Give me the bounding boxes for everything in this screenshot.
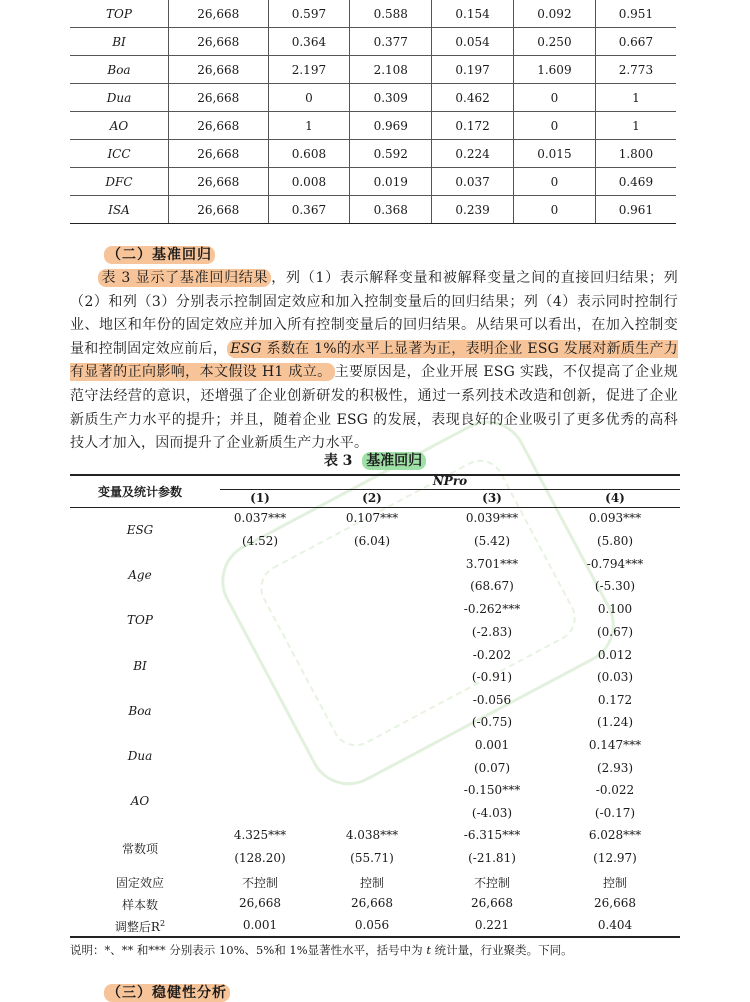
row-variable: ISA xyxy=(70,196,169,224)
table-cell: 0.608 xyxy=(268,140,350,168)
row-variable: BI xyxy=(70,28,169,56)
section-heading-robustness: （三）稳健性分析 xyxy=(104,982,230,1002)
table-note: 说明：*、** 和*** 分别表示 10%、5%和 1%显著性水平，括号中为 t 统计量，行业聚类。下同。 xyxy=(70,943,573,957)
table-cell: 0.019 xyxy=(350,168,432,196)
table-cell: 26,668 xyxy=(169,56,269,84)
row-label-esg: ESG xyxy=(126,523,154,537)
row-label-dua: Dua xyxy=(127,749,153,763)
table-row xyxy=(70,112,676,140)
row-label-bi: BI xyxy=(133,659,147,673)
row-label-fixed-effects: 固定效应 xyxy=(115,876,164,890)
row-variable: AO xyxy=(70,112,169,140)
table-cell: 0.197 xyxy=(432,56,514,84)
table-cell: 1.800 xyxy=(595,140,676,168)
table-cell: 0 xyxy=(513,112,595,140)
highlight-table3-result: 表 3 显示了基准回归结果 xyxy=(98,269,271,287)
table-cell: 0.951 xyxy=(595,0,676,28)
table-cell: 0.469 xyxy=(595,168,676,196)
baseline-paragraph: 表 3 显示了基准回归结果 ，列（1）表示解释变量和被解释变量之间的直接回归结果；列（2）和列（3）分别表示控制固定效应和加入控制变量后的回归结果；列（4）表示同时控制行业、地区和年份的固定效应并加入所有控制变量后的回归结果。从结果可以看出，在加入控制变量和控制固定效应前后， ESG 系数在 1%的水平上显著为正，表明企业 ESG 发展对新质生产力有显著的正向影响，本文假设 H1 成立。 主要原因是，企业开展 ESG 实践，不仅提高了企业规范守法经营的意识，还增强了企业创新研发的积极性，通过一系列技术改造和创新，促进了企业新质生产力水平的提升；并且，随着企业 ESG 的发展，表现良好的企业吸引了更多优秀的高科技人才加入，因而提升了企业新质生产力水平。 xyxy=(70,270,679,452)
row-label-adj-r2: 调整后$R^2$ xyxy=(114,919,166,934)
row-variable: Boa xyxy=(70,56,169,84)
table-cell: 0 xyxy=(513,196,595,224)
dependent-variable: NPro xyxy=(432,474,468,488)
stub-header: 变量及统计参数 xyxy=(97,485,182,499)
table-cell: 1 xyxy=(268,112,350,140)
table-row xyxy=(70,196,676,224)
table-cell: 0.969 xyxy=(350,112,432,140)
table-cell: 26,668 xyxy=(169,112,269,140)
table-cell: 26,668 xyxy=(169,196,269,224)
table-cell: 26,668 xyxy=(169,28,269,56)
table-row xyxy=(70,28,676,56)
table-cell: 0.368 xyxy=(350,196,432,224)
row-label-sample-size: 样本数 xyxy=(121,898,158,912)
table-row xyxy=(70,168,676,196)
table-row xyxy=(70,0,676,28)
descriptive-stats-table xyxy=(70,0,676,224)
table-cell: 26,668 xyxy=(169,168,269,196)
row-label-boa: Boa xyxy=(128,704,152,718)
table-cell: 2.197 xyxy=(268,56,350,84)
table-cell: 0.092 xyxy=(513,0,595,28)
table-cell: 0.597 xyxy=(268,0,350,28)
table-cell: 0.309 xyxy=(350,84,432,112)
row-variable: Dua xyxy=(70,84,169,112)
table-row xyxy=(70,84,676,112)
table-cell: 0 xyxy=(268,84,350,112)
table-cell: 26,668 xyxy=(169,140,269,168)
table-cell: 0.015 xyxy=(513,140,595,168)
table-cell: 1 xyxy=(595,112,676,140)
row-variable: DFC xyxy=(70,168,169,196)
table-cell: 0.364 xyxy=(268,28,350,56)
table-cell: 1 xyxy=(595,84,676,112)
table-cell: 0 xyxy=(513,84,595,112)
table-row xyxy=(70,140,676,168)
table-cell: 0.239 xyxy=(432,196,514,224)
table-cell: 0.367 xyxy=(268,196,350,224)
table-cell: 2.773 xyxy=(595,56,676,84)
row-label-top: TOP xyxy=(127,613,153,627)
table-cell: 1.609 xyxy=(513,56,595,84)
row-label-ao: AO xyxy=(130,794,150,808)
table-cell: 0.667 xyxy=(595,28,676,56)
table-cell: 0 xyxy=(513,168,595,196)
table-cell: 0.377 xyxy=(350,28,432,56)
table-cell: 0.592 xyxy=(350,140,432,168)
table-cell: 0.462 xyxy=(432,84,514,112)
table-cell: 0.224 xyxy=(432,140,514,168)
highlight-esg-coefficient: ESG 系数在 1%的水平上显著为正，表明企业 ESG 发展对新质生产力有显著的正向影响，本文假设 H1 成立。 xyxy=(70,340,679,381)
row-label-constant: 常数项 xyxy=(121,842,158,856)
table-row xyxy=(70,56,676,84)
table-cell: 0.037 xyxy=(432,168,514,196)
table-cell: 0.054 xyxy=(432,28,514,56)
table-cell: 0.961 xyxy=(595,196,676,224)
table-cell: 0.008 xyxy=(268,168,350,196)
table-cell: 26,668 xyxy=(169,0,269,28)
table-cell: 2.108 xyxy=(350,56,432,84)
table-cell: 0.588 xyxy=(350,0,432,28)
table-cell: 0.172 xyxy=(432,112,514,140)
table-cell: 0.154 xyxy=(432,0,514,28)
table-cell: 0.250 xyxy=(513,28,595,56)
table-cell: 26,668 xyxy=(169,84,269,112)
row-variable: ICC xyxy=(70,140,169,168)
section-heading-baseline: （二）基准回归 xyxy=(104,244,215,264)
row-variable: TOP xyxy=(70,0,169,28)
table3-title: 表 3 基准回归 xyxy=(0,450,750,470)
row-label-age: Age xyxy=(128,568,152,582)
